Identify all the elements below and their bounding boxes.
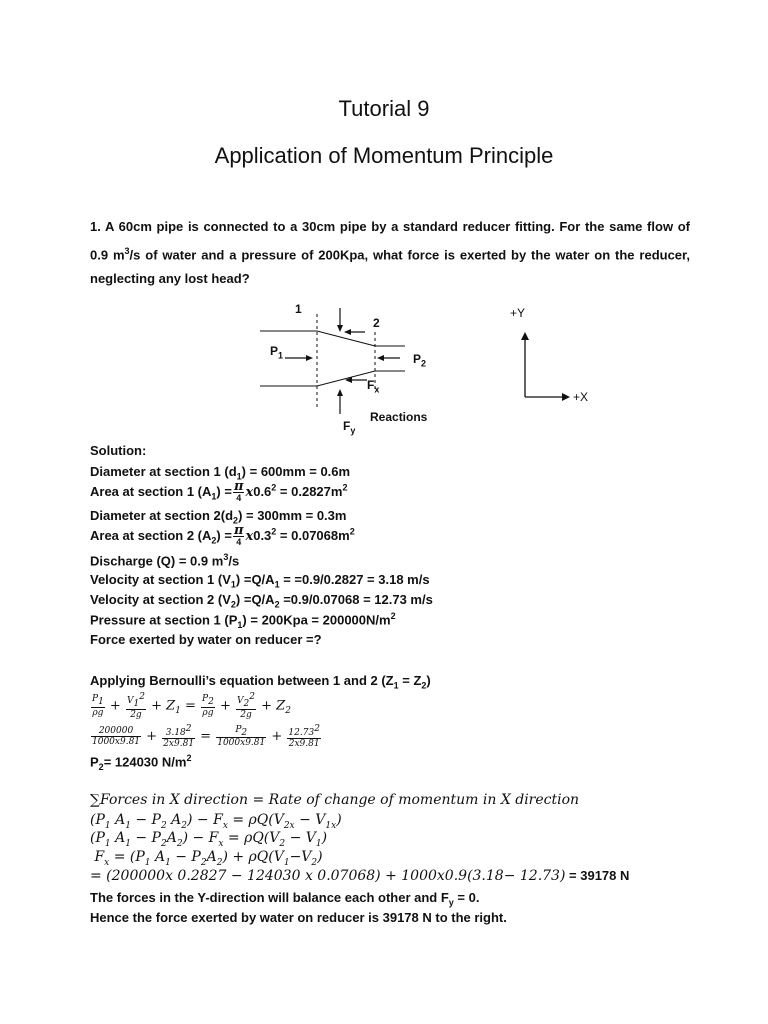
coordinate-axes <box>505 300 605 410</box>
a1-line: Area at section 1 $(A_1)$ = $\frac{\pi}{4}$ $x0.6^2 = 0.2827m^2$ <box>90 479 348 503</box>
v2-line: Velocity at section 2 $(V_2) =Q/A_2 =0.9/0.07068 = 12.73$ m/s <box>90 592 433 610</box>
d2-line: Diameter at section $2(d_2) = 300mm = 0.3m$ <box>90 508 347 526</box>
reactions-label: Reactions <box>370 410 428 424</box>
bernoulli-heading: Applying Bernoulli’s equation between 1 and 2 $(Z_1 = Z_2)$ <box>90 673 431 691</box>
p1-line: Pressure at section 1 $(P_1) = 200Kpa = 200000N/m^2$ <box>90 611 396 630</box>
force-question: Force exerted by water on reducer =? <box>90 632 322 647</box>
reducer-diagram <box>255 296 455 441</box>
problem-statement: 1. A 60cm pipe is connected to a 30cm pipe by a standard reducer fitting. For the same flow of 0.9 $m^3/s$ of water and a pressure of 200Kpa, what force is exerted by the water on the reducer, neglecting any lost head? <box>90 219 690 287</box>
problem-text-a: A 60cm pipe is connected to a 30cm pipe by a standard reducer fitting. For the same flow of 0.9 m <box>90 219 690 263</box>
fx-label: $F_x$ <box>367 378 380 395</box>
p1-label: $P_1$ <box>270 344 284 361</box>
v1-line: Velocity at section 1 $(V_1) =Q/A_1 = =0.9/0.2827 = 3.18$ m/s <box>90 572 430 590</box>
a2-line: Area at section 2 $(A_2)$ = $\frac{\pi}{4}$ $x0.3^2 = 0.07068m^2$ <box>90 523 355 547</box>
momentum-eq-2: ($P_1$ $A_1 - P_2A_2) - F_x = \rho Q(V_2 - V_1)$ <box>90 830 328 849</box>
bernoulli-symbolic: $\frac{P_1}{\rho g}$ + $\frac{V_1^2}{2g}$ + $Z_1$ = $\frac{P_2}{\rho g}$ + $\frac{V_2^2}{2g}$ + $Z_2$ <box>92 692 291 720</box>
problem-number: 1. <box>90 219 101 234</box>
momentum-statement: ∑Forces in X direction = Rate of change of momentum in X direction <box>90 792 580 808</box>
solution-heading: Solution: <box>90 443 147 458</box>
momentum-numeric: = (200000x 0.2827 − 124030 x 0.07068) + 1000x0.9(3.18− 12.73) = 39178 N <box>90 868 630 884</box>
fy-label: $F_y$ <box>343 419 356 436</box>
d1-line: Diameter at section 1 $(d_1) = 600mm = 0.6m$ <box>90 464 351 482</box>
page-subtitle: Application of Momentum Principle <box>214 143 554 168</box>
momentum-eq-3: $F_x = (P_1$ $A_1 - P_2A_2) + \rho Q(V_1-V_2)$ <box>90 849 323 868</box>
p2-result: $P_2= 124030$ $N/m^2$ <box>90 753 192 772</box>
page-title: Tutorial 9 <box>338 96 430 121</box>
problem-text-b: /s of water and a pressure of 200Kpa, what force is exerted by the water on the reducer, neglecting any lost head? <box>90 247 690 287</box>
axis-y-label: +Y <box>510 306 526 320</box>
section2-label: 2 <box>373 316 380 330</box>
momentum-eq-1: ($P_1$ $A_1 - P_2$ $A_2) - F_x = \rho Q(V_{2x} - V_{1x})$ <box>90 812 342 831</box>
p2-label: $P_2$ <box>413 352 427 369</box>
bernoulli-numeric: $\frac{200000}{1000x9.81}$ + $\frac{3.18^2}{2x9.81}$ = $\frac{P_2}{1000x9.81}$ + $\frac{12.73^2}{2x9.81}$ <box>92 724 320 749</box>
q-line: Discharge (Q) = 0.9 $m^3/s$ <box>90 552 240 569</box>
y-balance-line: The forces in the Y-direction will balance each other and $F_y = 0$. <box>90 890 480 908</box>
conclusion-line: Hence the force exerted by water on reducer is 39178 N to the right. <box>90 910 507 925</box>
axis-x-label: +X <box>573 390 589 404</box>
section1-label: 1 <box>295 302 302 316</box>
